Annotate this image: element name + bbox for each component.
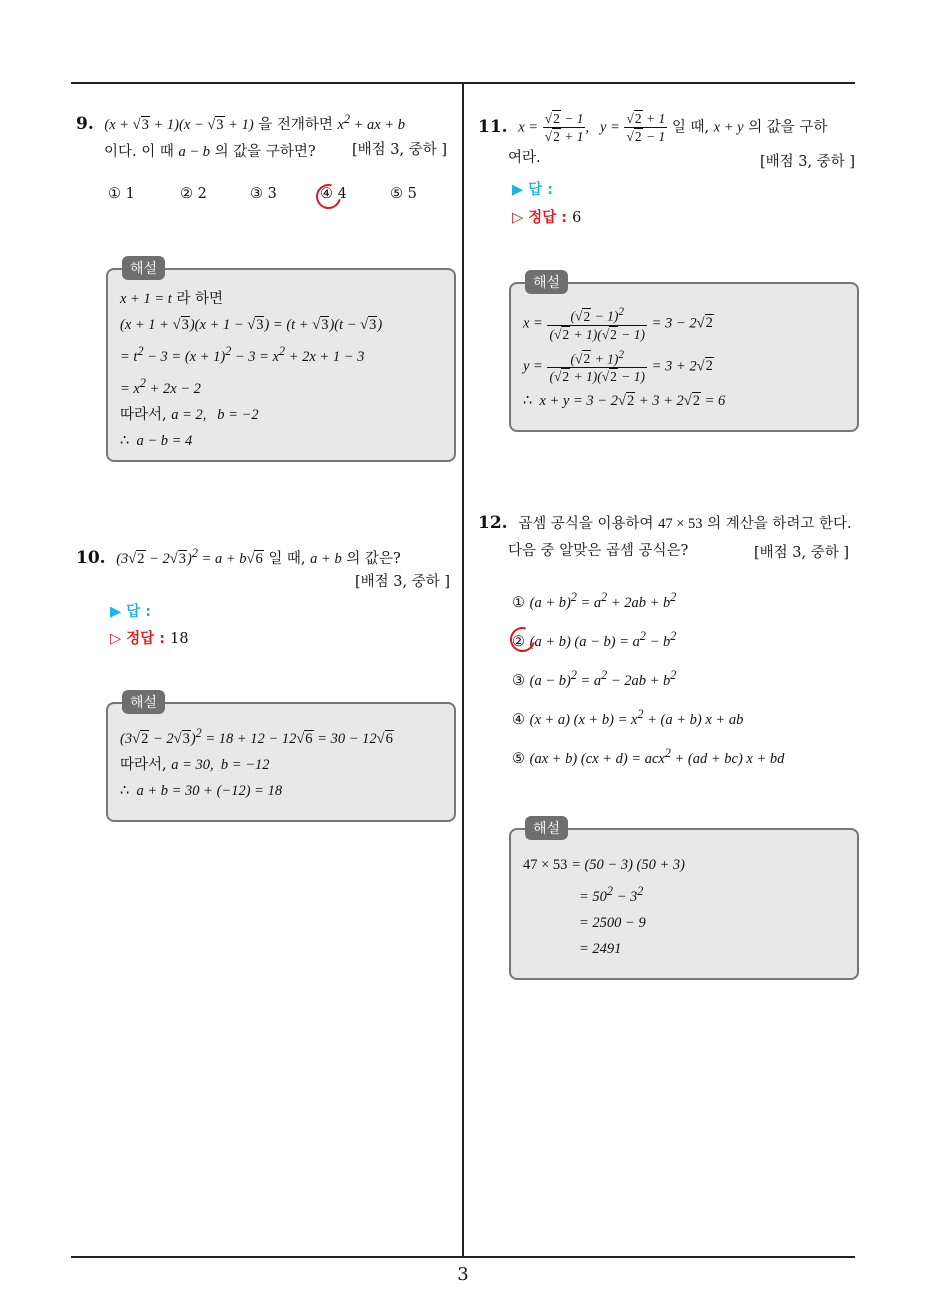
points-label: [배점 3, 중하 ]	[754, 545, 850, 561]
points-label: [배점 3, 중하 ]	[760, 154, 856, 170]
correct-answer	[110, 627, 189, 648]
choice-4[interactable]: ④ (x + a) $(x + b) = x^2 + (a + b) x$ + ab	[512, 707, 744, 728]
answer-circle-mark	[311, 179, 345, 213]
explanation-box-9	[106, 261, 456, 462]
question-11: 11. x = $\frac{√2 - 1}{√2 + 1}$ , y = $\frac{√2 + 1}{√2 - 1}$ 일 때, x + y 의 값을 구하	[478, 111, 828, 144]
choice-mark: ①	[512, 594, 525, 611]
correct-value: 18	[170, 631, 189, 647]
correct-answer	[512, 206, 581, 227]
question-text: 이다. 이 때	[104, 143, 174, 160]
choice-mark: ④	[512, 711, 525, 728]
correct-label: ▷ 정답 :	[110, 631, 166, 647]
question-number: 10.	[76, 547, 106, 568]
question-number: 11.	[478, 116, 508, 137]
choice-2[interactable]: ② 2	[180, 186, 207, 202]
explanation-body: $(3√2 - 2√3)^2 = 18 + 12 - 12√6 = 30 - 12√6$ 따라서, a = 30, b = −12 ∴ a + b = 30 + (−12) = 18	[120, 726, 393, 799]
explanation-text: 라 하면	[176, 291, 224, 307]
explanation-tag: 해설	[525, 270, 568, 294]
question-text: 의 값을 구하	[748, 119, 828, 136]
points-label: [배점 3, 중하 ]	[352, 142, 448, 158]
answer-label: ▶ 답 :	[110, 604, 152, 620]
column-divider	[462, 82, 464, 1258]
choice-5[interactable]: ⑤ (ax + b) (cx + d) = acx$^2$ + (ad + bc) x + bd	[512, 746, 785, 767]
question-number: 9.	[76, 113, 94, 134]
choice-5[interactable]: ⑤ 5	[390, 186, 417, 202]
choice-1[interactable]: ① 1	[108, 186, 135, 202]
question-text: 곱셈 공식을 이용하여	[518, 516, 654, 532]
question-number: 12.	[478, 513, 508, 533]
choice-mark: ②	[512, 633, 525, 650]
choice-2[interactable]: ② (a + b) $(a - b) = a^2 - b^2$	[512, 629, 677, 650]
choice-3[interactable]: ③ $(a - b)^2 = a^2 - 2ab + b^2$	[512, 668, 677, 689]
question-text: 일 때,	[268, 550, 306, 567]
explanation-box-11	[509, 275, 859, 432]
points-label: [배점 3, 중하 ]	[355, 574, 451, 590]
page-number: 3	[457, 1264, 469, 1285]
explanation-tag: 해설	[122, 256, 165, 280]
choice-1[interactable]: ① $(a + b)^2 = a^2 + 2ab + b^2$	[512, 590, 677, 611]
question-text: 다음 중 알맞은 곱셈 공식은?	[508, 543, 689, 559]
choice-mark: ③	[512, 672, 525, 689]
explanation-box-10	[106, 695, 456, 822]
question-text: 을 전개하면	[258, 116, 333, 133]
answer-label: ▶ 답 :	[512, 182, 554, 198]
question-text: 일 때,	[671, 119, 710, 136]
explanation-box-12	[509, 821, 859, 980]
explanation-tag: 해설	[525, 816, 568, 840]
correct-value: 6	[572, 210, 582, 226]
choice-mark: ⑤	[512, 750, 525, 767]
explanation-text: 따라서,	[120, 406, 167, 423]
question-12: 12. 곱셈 공식을 이용하여 47 × 53 의 계산을 하려고 한다. 다음 중 알맞은 곱셈 공식은?	[478, 513, 852, 559]
question-text: 의 값은?	[346, 550, 401, 567]
question-text: 의 계산을 하려고 한다.	[707, 516, 852, 532]
question-9: 9. (x + √3 + 1)(x − √3 + 1) 을 전개하면 $x^2$ + ax + b 이다. 이 때 a − b 의 값을 구하면?	[76, 112, 406, 160]
explanation-text: 따라서,	[120, 756, 167, 773]
choice-4[interactable]: ④ 4	[320, 186, 347, 202]
explanation-body: x = $\frac{(√2 - 1)^2}{(√2 + 1)(√2 - 1)}$ = 3 − 2√2 y = $\frac{(√2 + 1)^2}{(√2 + 1)(√2 - 1)}$ = 3 + 2√2 ∴ x + y = 3 − 2√2 + 3 + 2√2 = 6	[523, 306, 726, 409]
question-10: 10. $(3√2 - 2√3)^2 = a + b√6$ 일 때, a + b 의 값은?	[76, 546, 401, 568]
question-text: 의 값을 구하면?	[214, 143, 316, 160]
question-11-cont: 여라.	[508, 150, 541, 166]
explanation-body: x + 1 = t 라 하면 (x + 1 + √3)(x + 1 − √3) = (t + √3)(t − √3) = $t^2 - 3 = (x + 1)^2 - 3 = x^2 + 2x + 1 - 3$ = $x^2 + 2x - 2$ 따라서, a = 2, b = −2 ∴ a − b = 4	[120, 291, 383, 449]
correct-label: ▷ 정답 :	[512, 210, 568, 226]
explanation-tag: 해설	[122, 690, 165, 714]
choice-3[interactable]: ③ 3	[250, 186, 277, 202]
bottom-rule	[71, 1256, 855, 1258]
explanation-body: 47 × 53 = (50 − 3) (50 + 3) = $50^2 - 3^2$ = 2500 − 9 = 2491	[523, 857, 685, 957]
answer-circle-mark	[505, 622, 539, 656]
